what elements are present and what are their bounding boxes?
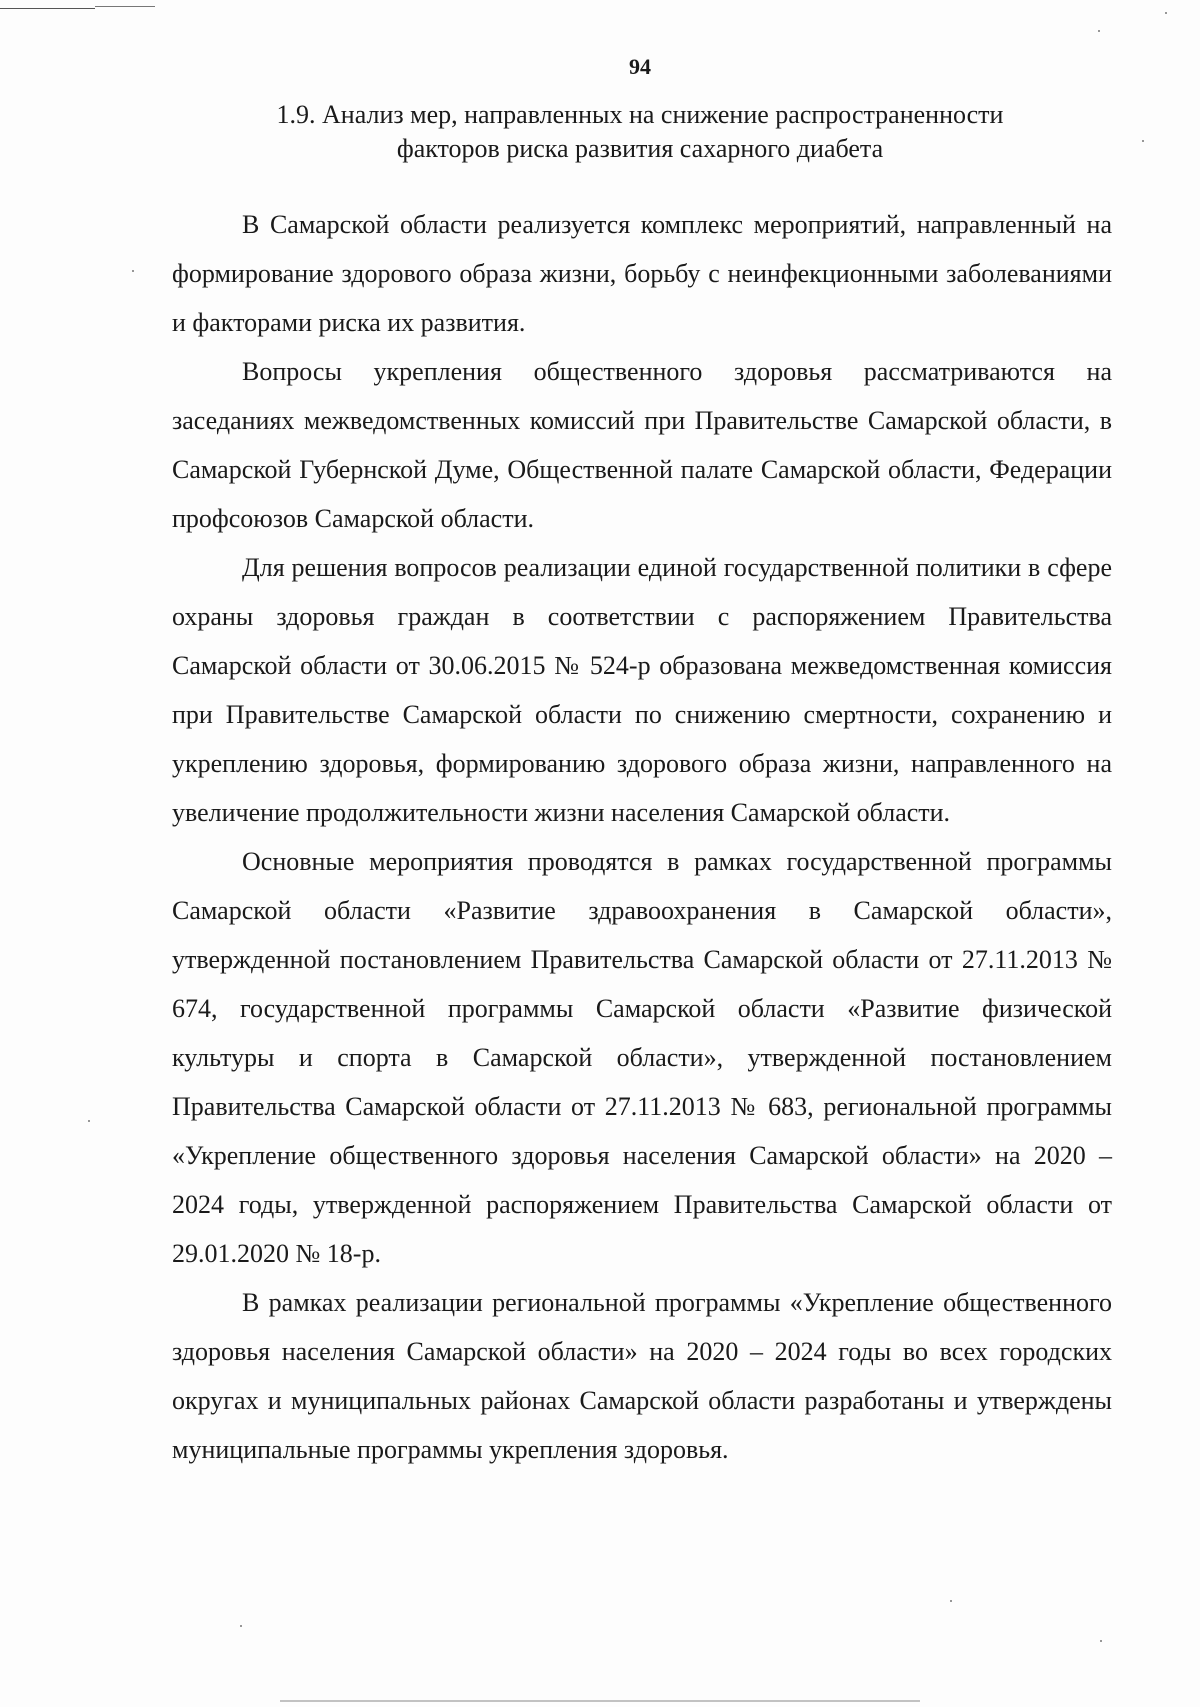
- scan-artifact-line: [280, 1700, 920, 1702]
- scan-speck: [88, 1120, 90, 1122]
- scan-speck: [1098, 30, 1100, 32]
- scan-artifact-line: [95, 6, 155, 7]
- scan-artifact-line: [0, 8, 95, 9]
- scan-speck: [240, 1625, 242, 1627]
- section-heading-line: 1.9. Анализ мер, направленных на снижение распространенности: [276, 100, 1004, 129]
- paragraph: Вопросы укрепления общественного здоровья рассматриваются на заседаниях межведомственных комиссий при Правительстве Самарской области, в Самарской Губернской Думе, Общественной палате Самарской области, Федерации профсоюзов Самарской области.: [172, 357, 1112, 533]
- scan-speck: [950, 1600, 952, 1602]
- scan-speck: [1165, 12, 1167, 14]
- scan-speck: [132, 270, 134, 272]
- scan-speck: [1100, 1640, 1102, 1642]
- section-heading: [240, 98, 1040, 166]
- page-number: 94: [629, 54, 651, 79]
- paragraph: В рамках реализации региональной программы «Укрепление общественного здоровья населения Самарской области» на 2020 – 2024 годы во всех городских округах и муниципальных районах Самарской области разработаны и утверждены муниципальные программы укрепления здоровья.: [172, 1288, 1112, 1464]
- paragraph: Основные мероприятия проводятся в рамках государственной программы Самарской области «Развитие здравоохранения в Самарской области», утвержденной постановлением Правительства Самарской области от 27.11.2013 № 674, государственной программы Самарской области «Развитие физической культуры и спорта в Самарской области», утвержденной постановлением Правительства Самарской области от 27.11.2013 № 683, региональной программы «Укрепление общественного здоровья населения Самарской области» на 2020 – 2024 годы, утвержденной распоряжением Правительства Самарской области от 29.01.2020 № 18-р.: [172, 847, 1112, 1268]
- paragraph: Для решения вопросов реализации единой государственной политики в сфере охраны здоровья граждан в соответствии с распоряжением Правительства Самарской области от 30.06.2015 № 524-р образована межведомственная комиссия при Правительстве Самарской области по снижению смертности, сохранению и укреплению здоровья, формированию здорового образа жизни, направленного на увеличение продолжительности жизни населения Самарской области.: [172, 553, 1112, 827]
- section-heading-line: факторов риска развития сахарного диабета: [396, 134, 884, 163]
- paragraph: В Самарской области реализуется комплекс мероприятий, направленный на формирование здорового образа жизни, борьбу с неинфекционными заболеваниями и факторами риска их развития.: [172, 210, 1112, 337]
- body-text: [172, 200, 1112, 1474]
- scan-speck: [1142, 140, 1144, 142]
